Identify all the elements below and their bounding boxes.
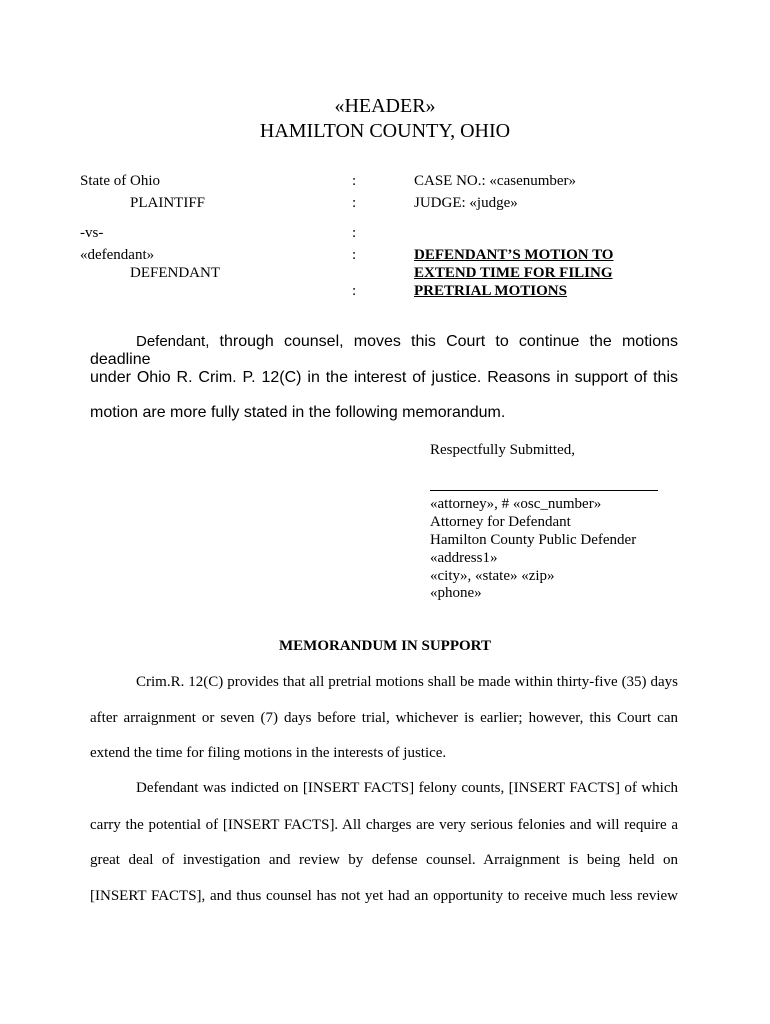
caption-colon: : [352,195,357,211]
memorandum-paragraph-line: after arraignment or seven (7) days before trial, whichever is earlier; however, this Court can [90,710,678,726]
motion-title-line: EXTEND TIME FOR FILING [414,265,613,281]
motion-title-line: PRETRIAL MOTIONS [414,283,567,299]
motion-title-line: DEFENDANT’S MOTION TO [414,247,614,263]
defendant-role: DEFENDANT [130,265,220,281]
memorandum-paragraph-line: Crim.R. 12(C) provides that all pretrial motions shall be made within thirty-five (35) days [136,674,678,690]
motion-paragraph-line: motion are more fully stated in the following memorandum. [90,404,506,421]
attorney-title: Attorney for Defendant [430,514,571,530]
county-name: HAMILTON COUNTY, OHIO [259,120,511,142]
signature-line [430,490,658,491]
office-name: Hamilton County Public Defender [430,532,637,548]
memorandum-paragraph-line: Defendant was indicted on [INSERT FACTS] felony counts, [INSERT FACTS] of which [136,780,678,796]
motion-text: through counsel, moves this Court to continue the motions deadline [90,333,678,368]
closing: Respectfully Submitted, [430,442,575,458]
motion-lead: Defendant, [136,333,210,350]
phone-number: «phone» [430,585,482,601]
memorandum-heading: MEMORANDUM IN SUPPORT [279,638,491,654]
caption-colon: : [352,283,357,299]
memorandum-paragraph-line: carry the potential of [INSERT FACTS]. All charges are very serious felonies and will require a [90,817,678,833]
plaintiff-role: PLAINTIFF [130,195,206,211]
versus-label: -vs- [80,225,104,241]
document-header: «HEADER» [334,95,436,117]
caption-colon: : [352,173,357,189]
memorandum-paragraph-line: extend the time for filing motions in the interests of justice. [90,745,447,761]
motion-paragraph-line [90,333,678,369]
attorney-name: «attorney», # «osc_number» [430,496,602,512]
memorandum-paragraph-line: [INSERT FACTS], and thus counsel has not yet had an opportunity to receive much less review [90,888,678,904]
memorandum-paragraph-line: great deal of investigation and review by defense counsel. Arraignment is being held on [90,852,678,868]
address-line: «address1» [430,550,498,566]
motion-paragraph-line: under Ohio R. Crim. P. 12(C) in the interest of justice. Reasons in support of this [90,369,678,386]
defendant-name: «defendant» [80,247,155,263]
caption-colon: : [352,225,357,241]
case-number: CASE NO.: «casenumber» [414,173,577,189]
city-state-zip: «city», «state» «zip» [430,568,555,584]
judge-name: JUDGE: «judge» [414,195,518,211]
plaintiff-name: State of Ohio [80,173,160,189]
caption-colon: : [352,247,357,263]
